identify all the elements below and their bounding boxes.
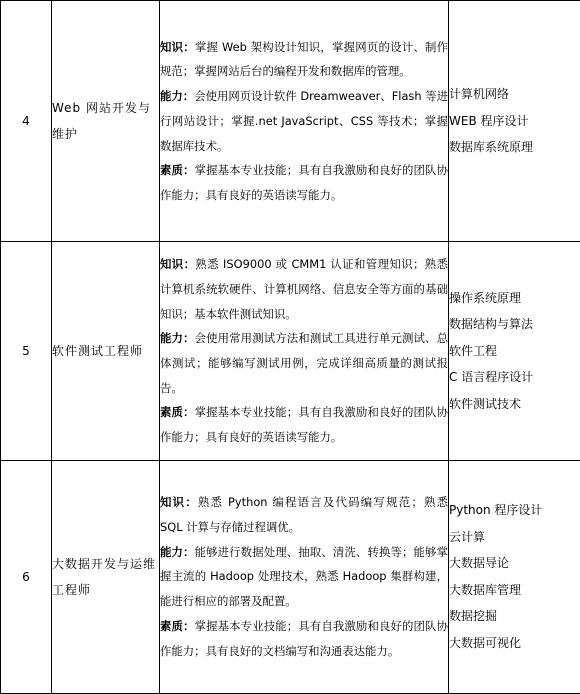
courses-cell (449, 460, 580, 693)
job-title: 大数据开发与运维工程师 (52, 460, 160, 693)
course-item: 数据结构与算法 (449, 317, 534, 332)
course-item: 数据库系统原理 (449, 140, 534, 155)
quality-paragraph (160, 614, 448, 663)
course-item: 大数据可视化 (449, 635, 522, 650)
table-row (1, 242, 580, 460)
ability-text: 能够进行数据处理、抽取、清洗、转换等；能够掌握主流的 Hadoop 处理技术，熟悉 Hadoop 集群构建，能进行相应的部署及配置。 (160, 544, 448, 609)
requirements-cell (160, 460, 449, 693)
course-item: 云计算 (449, 529, 486, 544)
requirements-cell (160, 1, 449, 242)
quality-label: 素质： (160, 405, 195, 420)
quality-label: 素质： (160, 163, 195, 178)
course-item: 操作系统原理 (449, 290, 522, 305)
course-item: 软件测试技术 (449, 396, 522, 411)
course-item: C 语言程序设计 (449, 370, 534, 385)
course-item: 软件工程 (449, 343, 498, 358)
knowledge-label: 知识： (160, 495, 198, 510)
table-row (1, 1, 580, 242)
courses-cell (449, 242, 580, 460)
quality-paragraph (160, 400, 448, 449)
courses-cell (449, 1, 580, 242)
quality-text: 掌握基本专业技能；具有自我激励和良好的团队协作能力；具有良好的英语读写能力。 (160, 405, 448, 445)
ability-label: 能力： (160, 544, 195, 559)
quality-paragraph (160, 158, 448, 207)
knowledge-paragraph (160, 490, 448, 539)
course-item: 数据挖掘 (449, 609, 498, 624)
ability-paragraph (160, 326, 448, 400)
requirements-cell (160, 242, 449, 460)
course-item: Python 程序设计 (449, 503, 543, 518)
knowledge-label: 知识： (160, 257, 196, 272)
ability-label: 能力： (160, 89, 195, 104)
ability-paragraph (160, 84, 448, 158)
knowledge-text: 熟悉 ISO9000 或 CMM1 认证和管理知识；熟悉计算机系统软硬件、计算机网络、信息安全等方面的基础知识；基本软件测试知识。 (160, 257, 448, 321)
course-item: 大数据导论 (449, 556, 510, 571)
quality-label: 素质： (160, 618, 195, 633)
knowledge-text: 掌握 Web 架构设计知识，掌握网页的设计、制作规范；掌握网站后台的编程开发和数据库的管理。 (160, 39, 448, 79)
knowledge-label: 知识： (160, 39, 195, 54)
course-item: WEB 程序设计 (449, 113, 529, 128)
quality-text: 掌握基本专业技能；具有自我激励和良好的团队协作能力；具有良好的英语读写能力。 (160, 163, 448, 202)
ability-paragraph (160, 540, 448, 614)
ability-text: 会使用常用测试方法和测试工具进行单元测试、总体测试；能够编写测试用例，完成详细高质量的测试报告。 (160, 331, 448, 395)
job-title: 软件测试工程师 (52, 242, 160, 460)
course-item: 大数据库管理 (449, 582, 522, 597)
ability-text: 会使用网页设计软件 Dreamweaver、Flash 等进行网站设计；掌握.net JavaScript、CSS 等技术；掌握数据库技术。 (160, 89, 448, 153)
course-item: 计算机网络 (449, 87, 510, 102)
job-title: Web 网站开发与维护 (52, 1, 160, 242)
row-number: 6 (1, 460, 52, 693)
table-row (1, 460, 580, 693)
row-number: 5 (1, 242, 52, 460)
knowledge-paragraph (160, 252, 448, 326)
row-number: 4 (1, 1, 52, 242)
quality-text: 掌握基本专业技能；具有自我激励和良好的团队协作能力；具有良好的文档编写和沟通表达能力。 (160, 618, 448, 658)
knowledge-text: 熟悉 Python 编程语言及代码编写规范；熟悉 SQL 计算与存储过程调优。 (160, 495, 448, 535)
knowledge-paragraph (160, 35, 448, 84)
ability-label: 能力： (160, 331, 195, 346)
